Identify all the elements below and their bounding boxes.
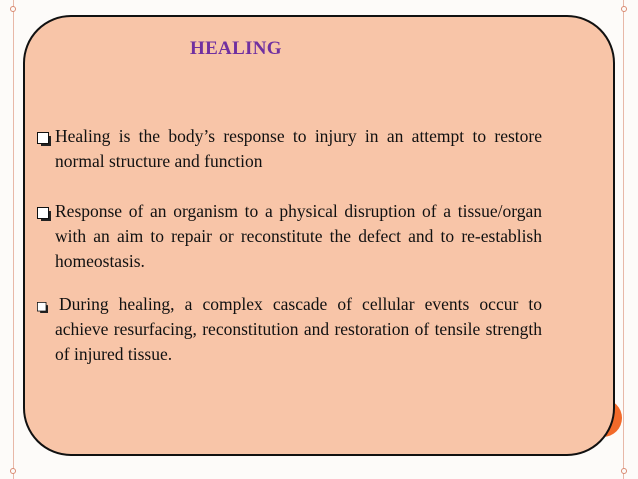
frame-corner-dot bbox=[621, 468, 627, 474]
slide-title: HEALING bbox=[190, 38, 282, 59]
bullet-text: Healing is the body’s response to injury in an attempt to restore normal structure and function bbox=[55, 126, 542, 171]
frame-corner-dot bbox=[10, 468, 16, 474]
bullet-text: Response of an organism to a physical disruption of a tissue/organ with an aim to repair or reconstitute the defect and to re-establish homeostasis. bbox=[55, 201, 542, 271]
frame-corner-dot bbox=[10, 6, 16, 12]
frame-corner-dot bbox=[621, 6, 627, 12]
checkbox-bullet-icon bbox=[37, 132, 51, 146]
checkbox-bullet-icon bbox=[37, 207, 51, 221]
checkbox-bullet-icon bbox=[37, 302, 48, 313]
bullet-text: During healing, a complex cascade of cellular events occur to achieve resurfacing, reconstitution and restoration of tensile strength of injured tissue. bbox=[55, 294, 542, 364]
